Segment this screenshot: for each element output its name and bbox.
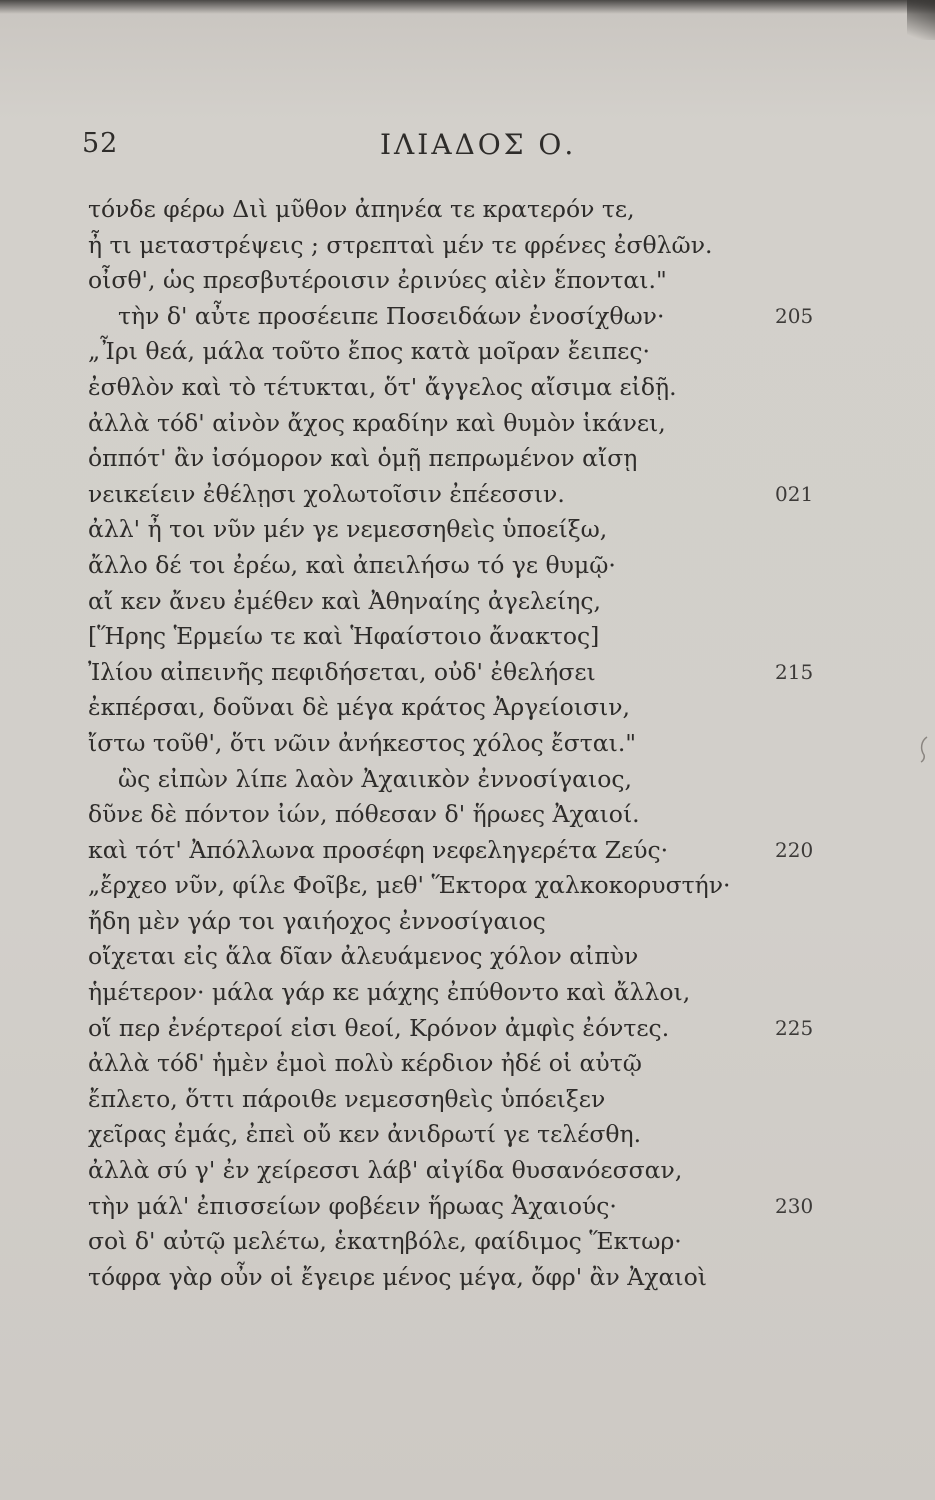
verse-text: ἐκπέρσαι, δοῦναι δὲ μέγα κράτος Ἀργείοισιν, [88,693,631,722]
verse-line [0,548,935,584]
verse-line [0,939,935,975]
verse-block [0,192,935,1295]
page-number: 52 [82,128,119,159]
page-top-edge [0,0,935,14]
verse-line [0,690,935,726]
verse-text: ἤδη μὲν γάρ τοι γαιήοχος ἐννοσίγαιος [88,906,546,935]
verse-line [0,619,935,655]
verse-text: οἵ περ ἐνέρτεροί εἰσι θεοί, Κρόνον ἀμφὶς ἐόντες. [88,1013,670,1042]
verse-line [0,655,935,691]
margin-ink-speck [915,735,935,763]
verse-line [0,1224,935,1260]
page-corner-shadow [907,0,935,40]
line-number: 220 [775,837,814,862]
verse-text: ἀλλὰ τόδ' αἰνὸν ἄχος κραδίην καὶ θυμὸν ἱκάνει, [88,408,666,437]
verse-line [0,762,935,798]
verse-text: ἄλλο δέ τοι ἐρέω, καὶ ἀπειλήσω τό γε θυμῷ· [88,550,616,579]
verse-text: τόφρα γὰρ οὖν οἱ ἔγειρε μένος μέγα, ὄφρ' ἂν Ἀχαιοὶ [88,1262,707,1291]
verse-text: ἀλλὰ τόδ' ἡμὲν ἐμοὶ πολὺ κέρδιον ἠδέ οἱ αὐτῷ [88,1049,642,1078]
verse-text: δῦνε δὲ πόντον ἰών, πόθεσαν δ' ἥρωες Ἀχαιοί. [88,800,640,829]
verse-text: ἡμέτερον· μάλα γάρ κε μάχης ἐπύθοντο καὶ ἄλλοι, [88,978,691,1007]
verse-line [0,477,935,513]
verse-text: [Ἥρης Ἑρμείω τε καὶ Ἡφαίστοιο ἄνακτος] [88,622,600,651]
verse-line [0,1189,935,1225]
verse-line [0,1153,935,1189]
verse-text: οἶσθ', ὡς πρεσβυτέροισιν ἐρινύες αἰὲν ἕπονται." [88,266,667,295]
verse-text: ἀλλ' ἦ τοι νῦν μέν γε νεμεσσηθεὶς ὑποείξω, [88,515,608,544]
verse-text: ἀλλὰ σύ γ' ἐν χείρεσσι λάβ' αἰγίδα θυσανόεσσαν, [88,1156,683,1185]
verse-text: τὴν δ' αὖτε προσέειπε Ποσειδάων ἐνοσίχθων· [118,301,665,330]
verse-text: Ἰλίου αἰπεινῆς πεφιδήσεται, οὐδ' ἐθελήσει [88,657,596,686]
verse-text: ὣς εἰπὼν λίπε λαὸν Ἀχαιικὸν ἐννοσίγαιος, [118,764,633,793]
verse-line [0,192,935,228]
line-number: 021 [775,481,814,506]
verse-line [0,441,935,477]
running-title: ΙΛΙΑΔΟΣ Ο. [380,128,577,161]
verse-line [0,1082,935,1118]
verse-text: αἴ κεν ἄνευ ἐμέθεν καὶ Ἀθηναίης ἀγελείης, [88,586,601,615]
verse-line [0,868,935,904]
line-number: 225 [775,1015,814,1040]
verse-text: καὶ τότ' Ἀπόλλωνα προσέφη νεφεληγερέτα Ζεύς· [88,835,669,864]
verse-text: νεικείειν ἐθέλῃσι χολωτοῖσιν ἐπέεσσιν. [88,479,565,508]
verse-line [0,263,935,299]
verse-text: τὴν μάλ' ἐπισσείων φοβέειν ἥρωας Ἀχαιούς· [88,1191,617,1220]
line-number: 230 [775,1193,814,1218]
verse-line [0,228,935,264]
verse-line [0,1117,935,1153]
line-number: 215 [775,659,814,684]
verse-line [0,904,935,940]
verse-line [0,334,935,370]
verse-text: ὁππότ' ἂν ἰσόμορον καὶ ὁμῇ πεπρωμένον αἴσῃ [88,444,638,473]
page-header [0,120,935,170]
verse-text: χεῖρας ἐμάς, ἐπεὶ οὔ κεν ἀνιδρωτί γε τελέσθη. [88,1120,642,1149]
verse-line [0,726,935,762]
verse-line [0,833,935,869]
verse-text: ἦ τι μεταστρέψεις ; στρεπταὶ μέν τε φρένες ἐσθλῶν. [88,230,713,259]
verse-line [0,975,935,1011]
verse-line [0,1046,935,1082]
verse-line [0,584,935,620]
verse-line [0,406,935,442]
line-number: 205 [775,303,814,328]
verse-line [0,1260,935,1296]
verse-text: οἴχεται εἰς ἅλα δῖαν ἀλευάμενος χόλον αἰπὺν [88,942,639,971]
verse-text: τόνδε φέρω Διὶ μῦθον ἀπηνέα τε κρατερόν τε, [88,195,635,223]
verse-line [0,1011,935,1047]
verse-text: σοὶ δ' αὐτῷ μελέτω, ἑκατηβόλε, φαίδιμος Ἕκτωρ· [88,1227,682,1256]
verse-text: „Ἶρι θεά, μάλα τοῦτο ἔπος κατὰ μοῖραν ἔειπες· [88,337,650,366]
verse-text: „ἔρχεο νῦν, φίλε Φοῖβε, μεθ' Ἕκτορα χαλκοκορυστήν· [88,871,731,900]
verse-text: ἴστω τοῦθ', ὅτι νῶιν ἀνήκεστος χόλος ἔσται." [88,728,637,757]
verse-text: ἔπλετο, ὅττι πάροιθε νεμεσσηθεὶς ὑπόειξεν [88,1084,606,1113]
verse-line [0,797,935,833]
verse-line [0,512,935,548]
verse-line [0,370,935,406]
verse-text: ἐσθλὸν καὶ τὸ τέτυκται, ὅτ' ἄγγελος αἴσιμα εἰδῇ. [88,372,677,401]
verse-line [0,299,935,335]
